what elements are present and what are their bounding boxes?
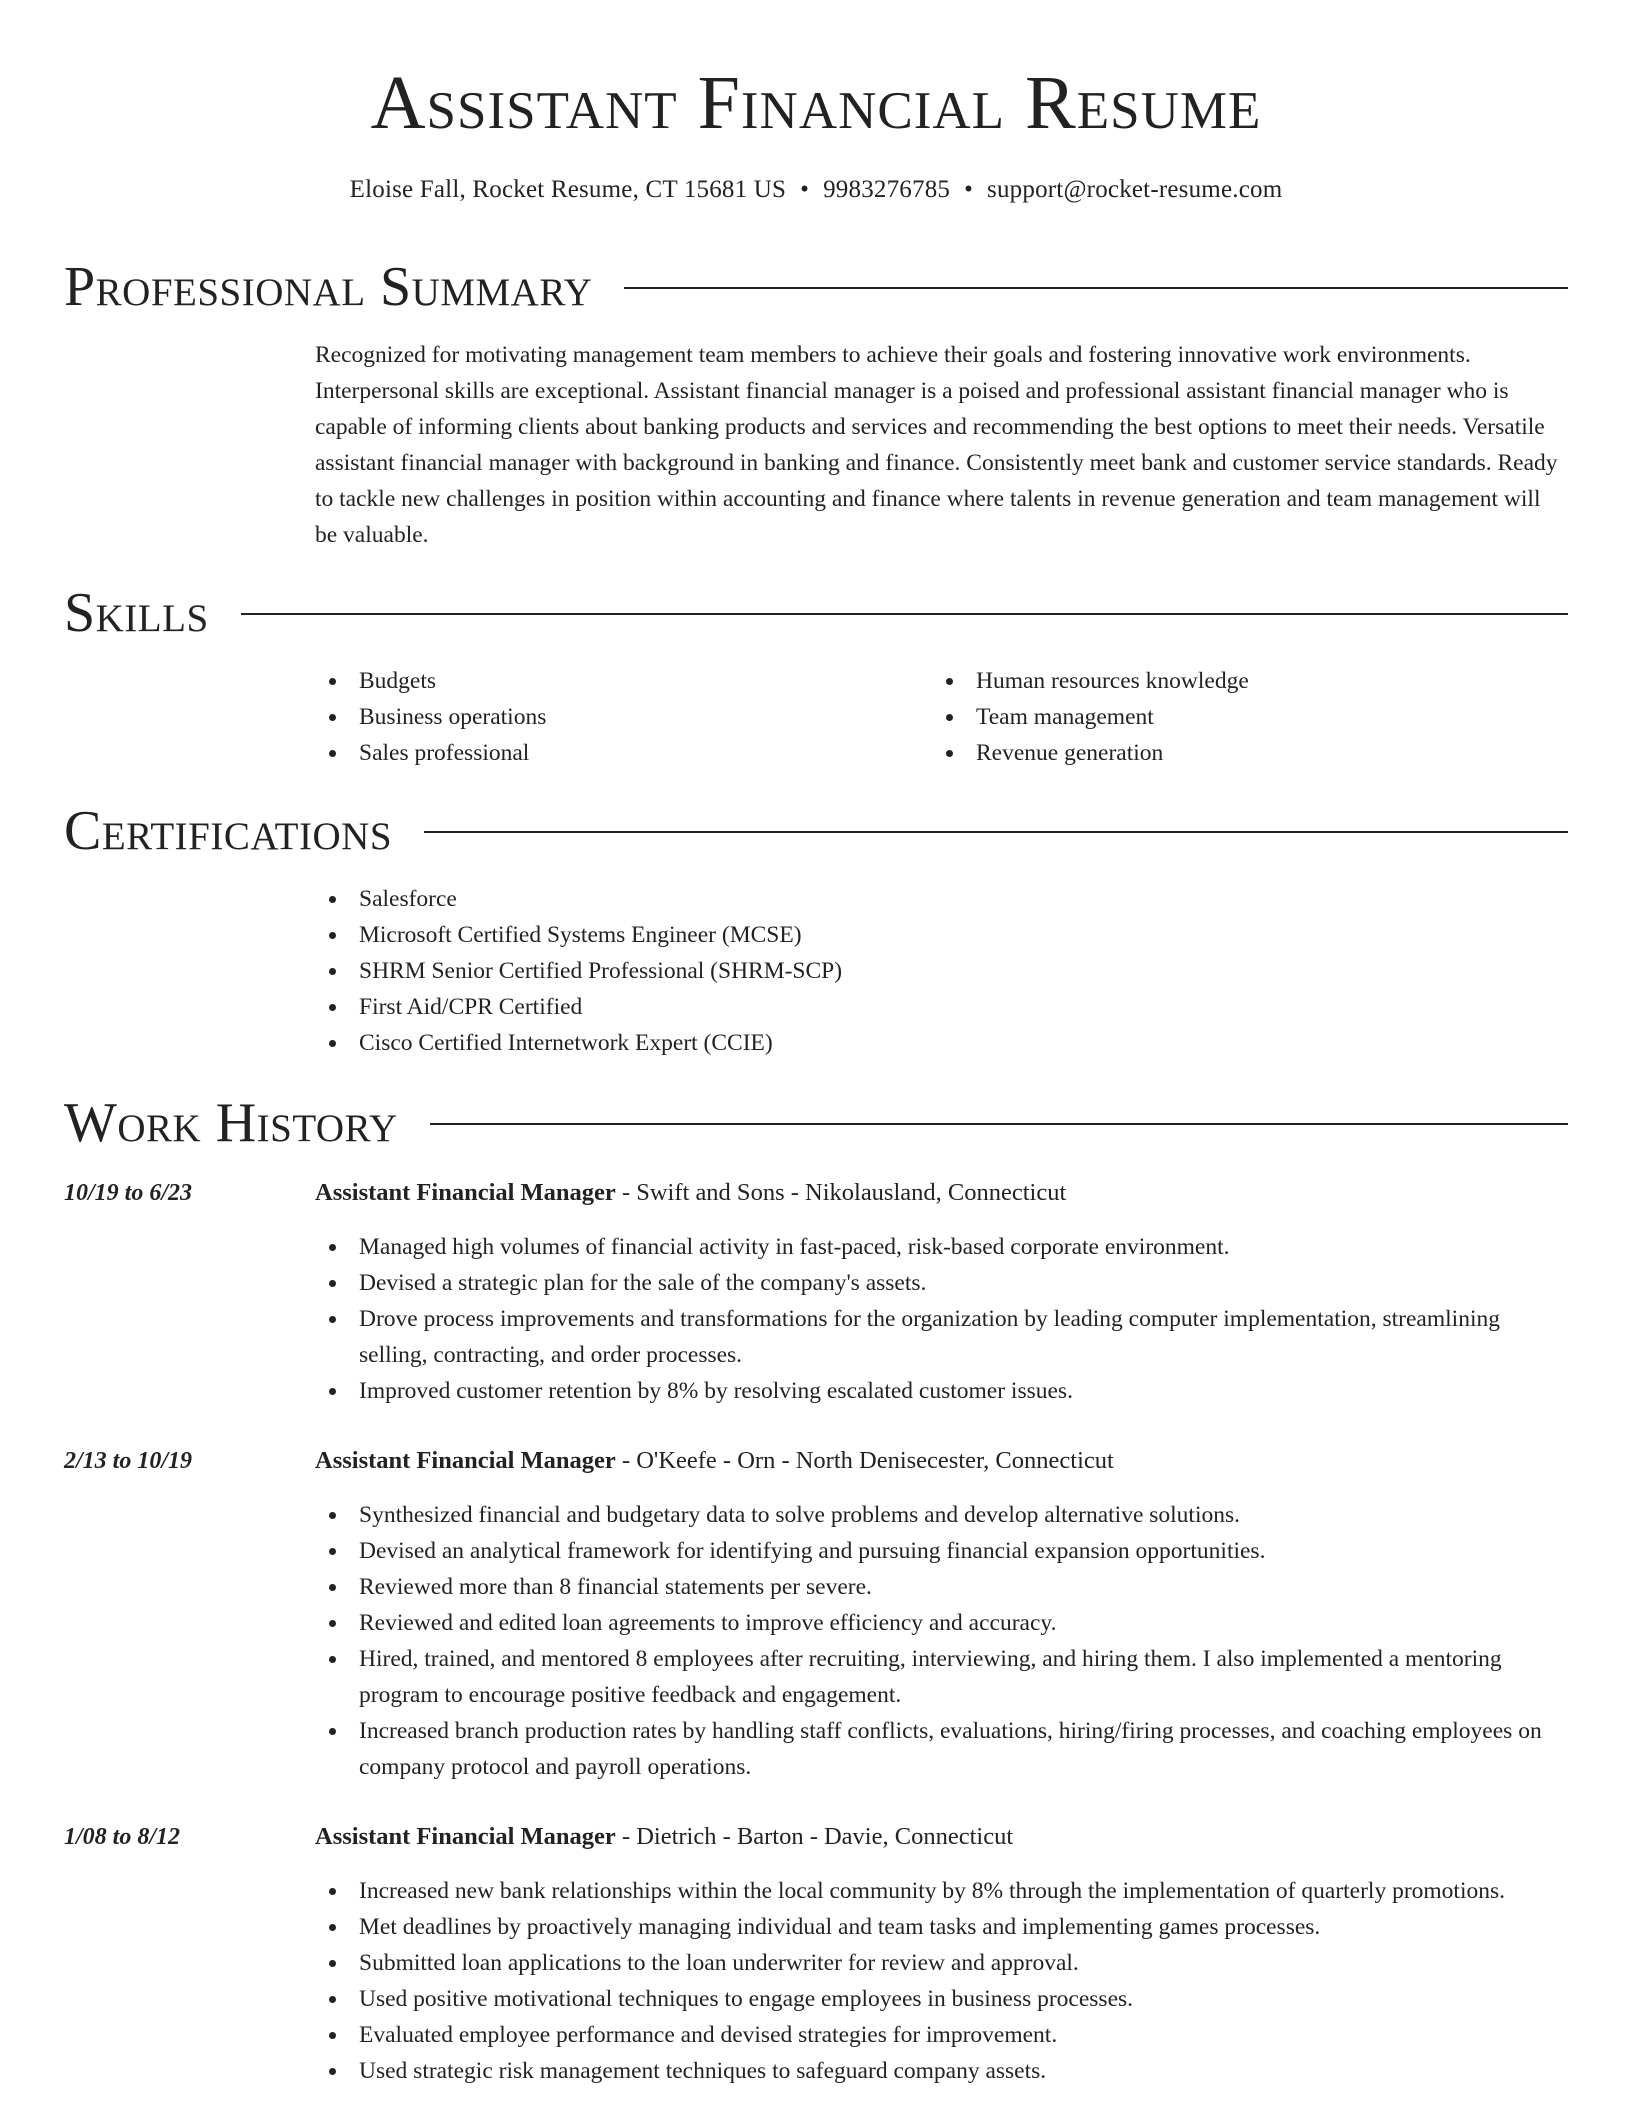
section-divider — [424, 831, 1568, 833]
job-bullet: Managed high volumes of financial activity in fast-paced, risk-based corporate environment. — [315, 1229, 1568, 1265]
certifications-heading: Certifications — [64, 800, 393, 862]
skills-heading: Skills — [64, 582, 209, 644]
skill-item: Budgets — [315, 663, 915, 699]
skill-item: Team management — [932, 699, 1532, 735]
job-bullet: Synthesized financial and budgetary data to solve problems and develop alternative solutions. — [315, 1497, 1568, 1533]
job-company: - Dietrich - Barton - Davie, Connecticut — [615, 1823, 1014, 1850]
certification-item: SHRM Senior Certified Professional (SHRM-SCP) — [315, 953, 1568, 989]
job-bullet: Improved customer retention by 8% by resolving escalated customer issues. — [315, 1373, 1568, 1409]
job-title-line — [315, 1443, 1114, 1479]
job-title-line — [315, 1175, 1066, 1211]
contact-address: Eloise Fall, Rocket Resume, CT 15681 US — [349, 176, 787, 203]
skills-section-header — [64, 581, 1568, 645]
job-title-line — [315, 1819, 1013, 1855]
section-divider — [241, 613, 1568, 615]
job-bullet: Devised an analytical framework for identifying and pursuing financial expansion opportunities. — [315, 1533, 1568, 1569]
job-bullet: Used positive motivational techniques to engage employees in business processes. — [315, 1981, 1568, 2017]
job-company: - O'Keefe - Orn - North Denisecester, Connecticut — [615, 1447, 1114, 1474]
job-bullet: Drove process improvements and transformations for the organization by leading computer implementation, streamlining selling, contracting, and order processes. — [315, 1301, 1568, 1373]
job-bullet: Increased new bank relationships within the local community by 8% through the implementation of quarterly promotions. — [315, 1873, 1568, 1909]
job-bullet: Used strategic risk management techniques to safeguard company assets. — [315, 2053, 1568, 2089]
job-bullets — [315, 1873, 1568, 2089]
job-title: Assistant Financial Manager — [315, 1179, 616, 1206]
job-bullet: Evaluated employee performance and devised strategies for improvement. — [315, 2017, 1568, 2053]
summary-heading: Professional Summary — [64, 256, 593, 318]
certification-item: First Aid/CPR Certified — [315, 989, 1568, 1025]
summary-text: Recognized for motivating management team members to achieve their goals and fostering innovative work environments. Interpersonal skills are exceptional. Assistant financial manager is a poised and professional assistant financial manager who is capable of informing clients about banking products and services and recommending the best options to meet their needs. Versatile assistant financial manager with background in banking and finance. Consistently meet bank and customer service standards. Ready to tackle new challenges in position within accounting and finance where talents in revenue generation and team management will be valuable. — [315, 342, 1558, 548]
skill-item: Revenue generation — [932, 735, 1532, 771]
job-bullet: Hired, trained, and mentored 8 employees after recruiting, interviewing, and hiring them. I also implemented a mentoring program to encourage positive feedback and engagement. — [315, 1641, 1568, 1713]
contact-line — [0, 173, 1632, 207]
job-dates: 1/08 to 8/12 — [64, 1824, 181, 1850]
job-bullet: Devised a strategic plan for the sale of the company's assets. — [315, 1265, 1568, 1301]
job-bullet: Submitted loan applications to the loan underwriter for review and approval. — [315, 1945, 1568, 1981]
work-history-heading: Work History — [64, 1092, 398, 1154]
certification-item: Microsoft Certified Systems Engineer (MCSE) — [315, 917, 1568, 953]
certification-item: Salesforce — [315, 881, 1568, 917]
job-company: - Swift and Sons - Nikolausland, Connecticut — [615, 1179, 1067, 1206]
contact-separator: • — [800, 176, 810, 203]
job-dates: 10/19 to 6/23 — [64, 1180, 193, 1206]
certification-item: Cisco Certified Internetwork Expert (CCIE) — [315, 1025, 1568, 1061]
job-title: Assistant Financial Manager — [315, 1823, 616, 1850]
job-bullets — [315, 1497, 1568, 1785]
section-divider — [430, 1123, 1568, 1125]
skills-list-right — [932, 663, 1532, 771]
job-bullet: Met deadlines by proactively managing individual and team tasks and implementing games processes. — [315, 1909, 1568, 1945]
contact-phone: 9983276785 — [823, 176, 951, 203]
job-dates: 2/13 to 10/19 — [64, 1448, 193, 1474]
summary-section-header — [64, 255, 1568, 319]
contact-email: support@rocket-resume.com — [987, 176, 1283, 203]
skill-item: Business operations — [315, 699, 915, 735]
contact-separator: • — [964, 176, 974, 203]
work-history-section-header — [64, 1091, 1568, 1155]
job-bullet: Reviewed and edited loan agreements to improve efficiency and accuracy. — [315, 1605, 1568, 1641]
skill-item: Sales professional — [315, 735, 915, 771]
certifications-section-header — [64, 799, 1568, 863]
job-bullets — [315, 1229, 1568, 1409]
job-bullet: Increased branch production rates by handling staff conflicts, evaluations, hiring/firing processes, and coaching employees on company protocol and payroll operations. — [315, 1713, 1568, 1785]
skills-list-left — [315, 663, 915, 771]
certifications-list — [315, 881, 1568, 1061]
job-bullet: Reviewed more than 8 financial statements per severe. — [315, 1569, 1568, 1605]
document-title: Assistant Financial Resume — [370, 61, 1262, 145]
job-title: Assistant Financial Manager — [315, 1447, 616, 1474]
section-divider — [624, 287, 1568, 289]
skill-item: Human resources knowledge — [932, 663, 1532, 699]
